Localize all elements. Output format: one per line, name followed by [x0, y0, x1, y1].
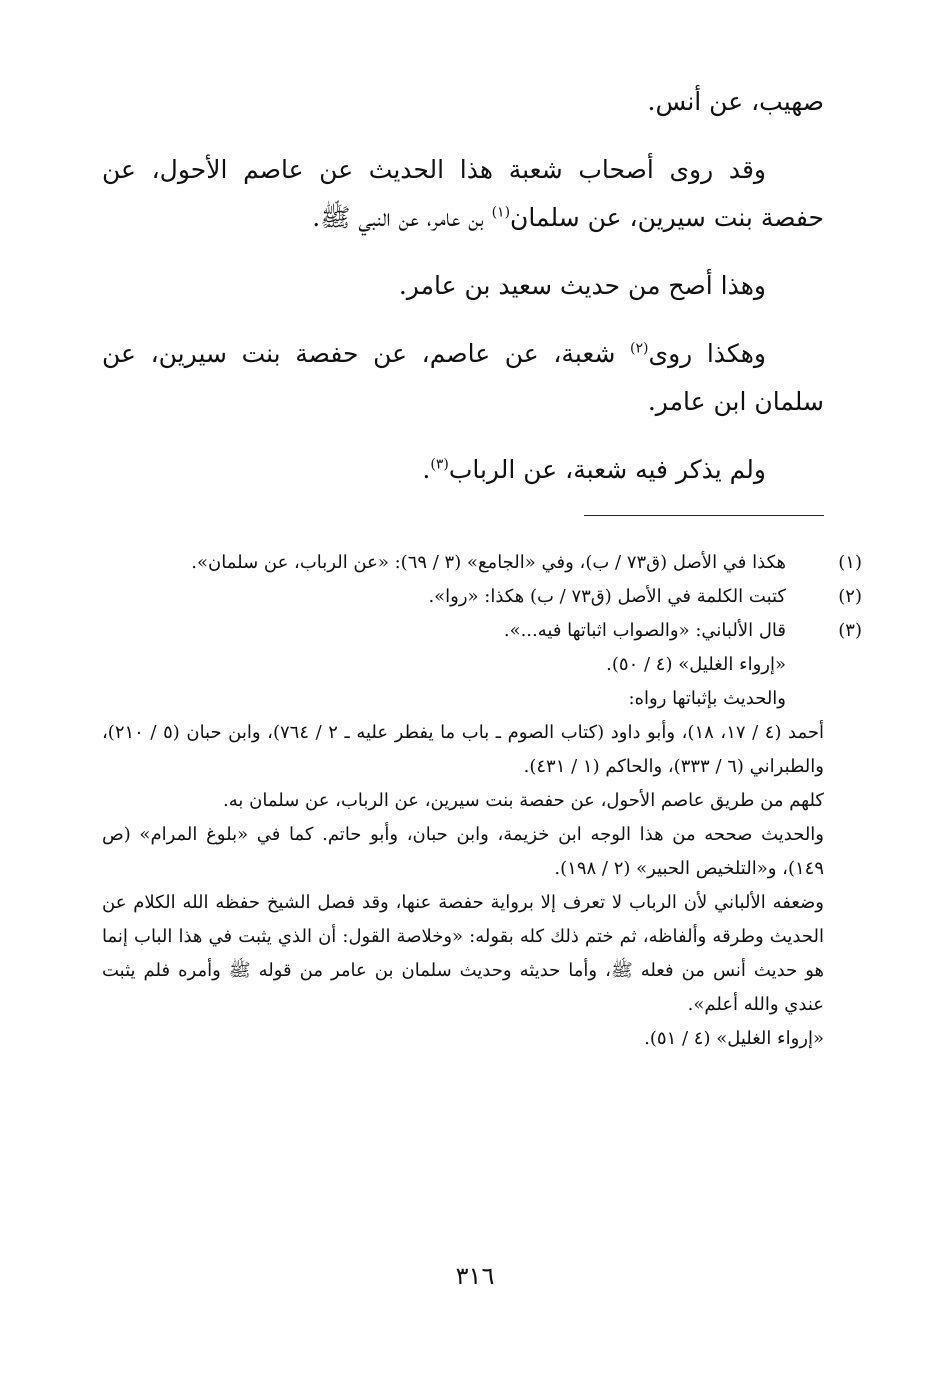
footnote-1-number: (١) [838, 552, 862, 573]
footnote-1 [102, 546, 862, 580]
paragraph-5-tail: . [422, 455, 431, 484]
footnote-3-line-6: وضعفه الألباني لأن الرباب لا تعرف إلا برواية حفصة عنها، وقد فصل الشيخ حفظه الله الكلام عن الحديث وطرقه وألفاظه، ثم ختم ذلك كله بقوله: «وخلاصة القول: أن الذي يثبت في هذا الباب إنما هو حديث أنس من فعله ﷺ، وأما حديثه وحديث سلمان بن عامر من قوله ﷺ وأمره فلم يثبت عندي والله أعلم». [102, 892, 824, 1015]
footnote-ref-3[interactable]: (٣) [430, 456, 449, 473]
paragraph-3-text: وهذا أصح من حديث سعيد بن عامر. [398, 271, 766, 300]
footnote-3-number: (٣) [838, 620, 862, 641]
footnote-separator [584, 515, 824, 516]
footnote-3-source-1: «إرواء الغليل» (٤ / ٥٠). [606, 654, 786, 675]
footnote-1-text: هكذا في الأصل (ق٧٣ / ب)، وفي «الجامع» (٣ / ٦٩): «عن الرباب، عن سلمان». [191, 552, 786, 573]
footnote-3-line-2: والحديث بإثباتها رواه: [628, 688, 786, 709]
paragraph-1-text: صهيب، عن أنس. [647, 87, 824, 116]
footnote-3-line-5: والحديث صححه من هذا الوجه ابن خزيمة، وابن حبان، وأبو حاتم. كما في «بلوغ المرام» (ص ١٤٩)، و«التلخيص الحبير» (٢ / ١٩٨). [102, 824, 824, 879]
paragraph-2-tail: بن عامر، عن النبي ﷺ. [312, 203, 484, 232]
footnote-3-source-2: «إرواء الغليل» (٤ / ٥١). [644, 1028, 824, 1049]
footnote-3-line-4: كلهم من طريق عاصم الأحول، عن حفصة بنت سيرين، عن الرباب، عن سلمان به. [223, 790, 824, 811]
footnote-2 [102, 580, 862, 614]
page-number: ٣١٦ [455, 1262, 495, 1290]
paragraph-3 [102, 262, 824, 310]
main-text [102, 78, 824, 494]
paragraph-2 [102, 146, 824, 242]
footnote-3 [102, 614, 862, 648]
footnote-3-text: قال الألباني: «والصواب اثباتها فيه...». [503, 620, 786, 641]
footnote-2-number: (٢) [838, 586, 862, 607]
footnote-ref-1[interactable]: (١) [491, 204, 511, 221]
footnote-ref-2[interactable]: (٢) [630, 340, 649, 357]
paragraph-1 [102, 78, 824, 126]
footnote-2-text: كتبت الكلمة في الأصل (ق٧٣ / ب) هكذا: «روا». [428, 586, 786, 607]
paragraph-5 [102, 446, 824, 494]
paragraph-2-text: وقد روى أصحاب شعبة هذا الحديث عن عاصم الأحول، عن حفصة بنت سيرين، عن سلمان [102, 155, 824, 232]
paragraph-4-text: وهكذا روى [648, 339, 766, 368]
paragraph-4 [102, 330, 824, 426]
footnotes [102, 546, 862, 1056]
paragraph-4-tail: شعبة، عن عاصم، عن حفصة بنت سيرين، عن سلمان ابن عامر. [102, 339, 824, 416]
paragraph-5-text: ولم يذكر فيه شعبة، عن الرباب [448, 455, 766, 484]
footnote-3-line-3: أحمد (٤ / ١٧، ١٨)، وأبو داود (كتاب الصوم ـ باب ما يفطر عليه ـ ٢ / ٧٦٤)، وابن حبان (٥ / ٢١٠)، والطبراني (٦ / ٣٣٣)، والحاكم (١ / ٤٣١). [102, 722, 825, 777]
